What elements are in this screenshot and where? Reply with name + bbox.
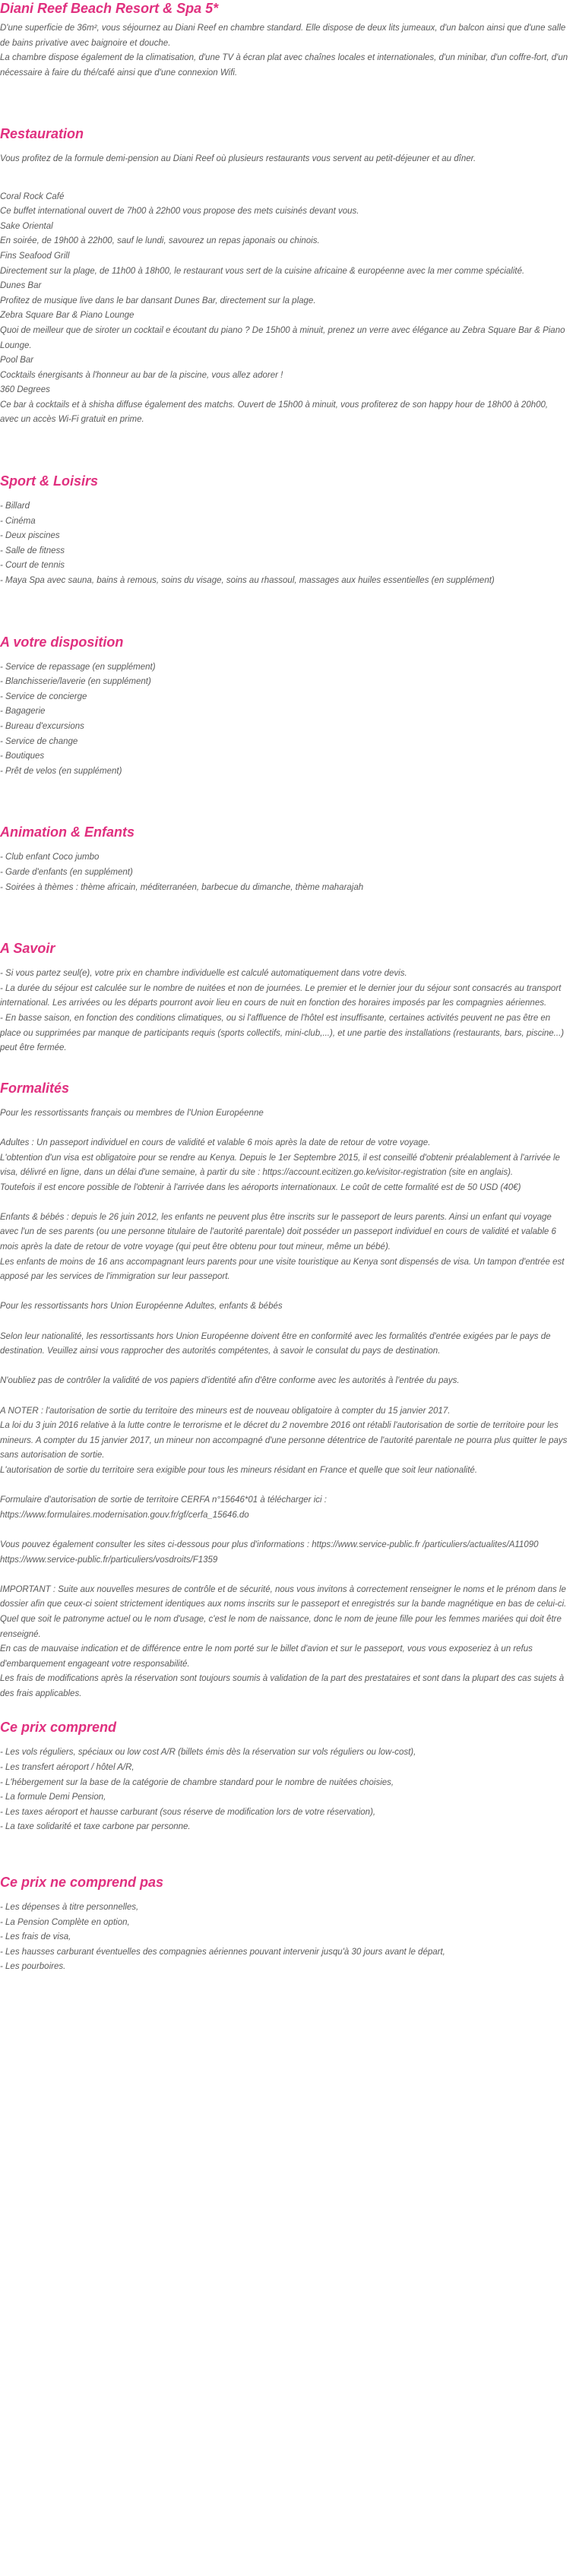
list-item: - L'hébergement sur la base de la catégorie de chambre standard pour le nombre de nuitées choisies, bbox=[0, 1777, 394, 1787]
comprend-list bbox=[0, 1745, 568, 1835]
list-item: - La durée du séjour est calculée sur le nombre de nuitées et non de journées. Le premier et le dernier jour du séjour sont consacrés au transport international. Les arrivées ou les départs pourront avoir lieu en cours de nuit en fonction des horaires imposés par les compagnies aériennes. bbox=[0, 983, 562, 1008]
list-item: - Boutiques bbox=[0, 752, 45, 761]
ne-comprend-list bbox=[0, 1900, 568, 1975]
restauration-line: En soirée, de 19h00 à 22h00, sauf le lundi, savourez un repas japonais ou chinois. bbox=[0, 236, 320, 246]
savoir-list bbox=[0, 967, 568, 1056]
list-item: - Les transfert aéroport / hôtel A/R, bbox=[0, 1763, 135, 1773]
sport-list bbox=[0, 499, 568, 589]
hotel-intro bbox=[0, 21, 568, 81]
formalites-text: N'oubliez pas de contrôler la validité de vos papiers d'identité afin d'être conforme avec les autorités à l'entrée du pays. bbox=[0, 1376, 460, 1386]
list-item: - La taxe solidarité et taxe carbone par personne. bbox=[0, 1822, 191, 1832]
formalites-text: En cas de mauvaise indication et de différence entre le nom porté sur le billet d'avion et sur le passeport, vous vous exposeriez à un refus d'embarquement engageant votre responsabilité. bbox=[0, 1644, 533, 1669]
hotel-intro-line: D'une superficie de 36m², vous séjournez au Diani Reef en chambre standard. Elle dispose de deux lits jumeaux, d'un balcon ainsi que d'une salle de bains privative avec baignoire et douche. bbox=[0, 24, 566, 48]
restauration-line: Directement sur la plage, de 11h00 à 18h00, le restaurant vous sert de la cuisine africaine & européenne avec la mer comme spécialité. bbox=[0, 266, 525, 276]
restauration-line: Fins Seafood Grill bbox=[0, 251, 70, 261]
list-item: - Garde d'enfants (en supplément) bbox=[0, 867, 133, 877]
formalites-title: Formalités bbox=[0, 1080, 70, 1096]
formalites-text: Pour les ressortissants français ou membres de l'Union Européenne bbox=[0, 1108, 264, 1118]
list-item: - Cinéma bbox=[0, 516, 36, 526]
formalites-text: Selon leur nationalité, les ressortissants hors Union Européenne doivent être en conformité avec les formalités d'entrée exigées par le pays de destination. Veuillez ainsi vous rapprocher des autorités compétentes, à savoir le consulat du pays de destination. bbox=[0, 1331, 551, 1356]
list-item: - Soirées à thèmes : thème africain, méditerranéen, barbecue du dimanche, thème maharajah bbox=[0, 882, 364, 892]
restauration-line: Profitez de musique live dans le bar dansant Dunes Bar, directement sur la plage. bbox=[0, 296, 316, 305]
list-item: - La Pension Complète en option, bbox=[0, 1917, 130, 1927]
restauration-line: Quoi de meilleur que de siroter un cocktail e écoutant du piano ? De 15h00 à minuit, prenez un verre avec élégance au Zebra Square Bar & Piano Lounge. bbox=[0, 325, 565, 350]
restauration-line: Dunes Bar bbox=[0, 281, 42, 291]
restauration-line: Cocktails énergisants à l'honneur au bar de la piscine, vous allez adorer ! bbox=[0, 370, 283, 380]
restauration-line: Sake Oriental bbox=[0, 221, 53, 231]
hotel-title: Diani Reef Beach Resort & Spa 5* bbox=[0, 1, 219, 16]
list-item: - Bureau d'excursions bbox=[0, 722, 84, 731]
restauration-lines bbox=[0, 190, 568, 429]
list-item: - Deux piscines bbox=[0, 531, 60, 541]
formalites-text: A NOTER : l'autorisation de sortie du territoire des mineurs est de nouveau obligatoire à compter du 15 janvier 2017. bbox=[0, 1406, 451, 1416]
formalites-section bbox=[0, 1106, 568, 1702]
list-item: - Blanchisserie/laverie (en supplément) bbox=[0, 677, 151, 687]
formalites-text: Vous pouvez également consulter les sites ci-dessous pour plus d'informations : https://www.service-public.fr /particuliers/actualites/A11090 https://www.service-public.fr/particuliers/vosdroits/F1359 bbox=[0, 1540, 539, 1565]
list-item: - Prêt de velos (en supplément) bbox=[0, 766, 122, 776]
restauration-line: Ce bar à cocktails et à shisha diffuse également des matchs. Ouvert de 15h00 à minuit, vous profiterez de son happy hour de 18h00 à 20h00, avec un accès Wi-Fi gratuit en prime. bbox=[0, 400, 549, 425]
restauration-line: Zebra Square Bar & Piano Lounge bbox=[0, 311, 135, 321]
formalites-text: Enfants & bébés : depuis le 26 juin 2012, les enfants ne peuvent plus être inscrits sur le passeport de leurs parents. Ainsi un enfant qui voyage avec l'un de ses parents (ou une personne titulaire de l'autorité parentale) doit posséder un passeport individuel en cours de validité et valable 6 mois après la date de retour de votre voyage (qui peut être obtenu pour tout mineur, même un bébé). bbox=[0, 1212, 556, 1252]
hotel-intro-line: La chambre dispose également de la climatisation, d'une TV à écran plat avec chaînes locales et internationales, d'un minibar, d'un coffre-fort, d'un nécessaire à faire du thé/café ainsi que d'une connexion Wifi. bbox=[0, 53, 568, 78]
list-item: - Billard bbox=[0, 502, 30, 511]
formalites-text: Les enfants de moins de 16 ans accompagnant leurs parents pour une visite touristique au Kenya sont dispensés de visa. Un tampon d'entrée est apposé par les services de l'immigration sur leur passeport. bbox=[0, 1257, 565, 1282]
list-item: - En basse saison, en fonction des conditions climatiques, ou si l'affluence de l'hôtel est insuffisante, certaines activités peuvent ne pas être en place ou supprimées par manque de participants requis (sports collectifs, mini-club,...), et une partie des installations (restaurants, bars, piscine...) peut être fermée. bbox=[0, 1013, 565, 1053]
restauration-line: 360 Degrees bbox=[0, 385, 50, 395]
disposition-list bbox=[0, 660, 568, 780]
formalites-text: L'autorisation de sortie du territoire sera exigible pour tous les mineurs résidant en France et quelle que soit leur nationalité. bbox=[0, 1465, 478, 1475]
restauration-line: Pool Bar bbox=[0, 356, 34, 366]
list-item: - Service de repassage (en supplément) bbox=[0, 662, 156, 672]
disposition-title: A votre disposition bbox=[0, 634, 124, 650]
formalites-text: La loi du 3 juin 2016 relative à la lutte contre le terrorisme et le décret du 2 novembre 2016 ont rétabli l'autorisation de sortie de territoire pour les mineurs. A compter du 15 janvier 2017, un mineur non accompagné d'une personne détentrice de l'autorité parentale ne pourra plus quitter le pays sans autorisation de sortie. bbox=[0, 1421, 568, 1460]
restauration-title: Restauration bbox=[0, 126, 84, 142]
list-item: - Bagagerie bbox=[0, 707, 46, 717]
list-item: - Les dépenses à titre personnelles, bbox=[0, 1903, 139, 1913]
list-item: - Les hausses carburant éventuelles des compagnies aériennes pouvant intervenir jusqu'à 30 jours avant le départ, bbox=[0, 1947, 445, 1957]
animation-list bbox=[0, 850, 568, 895]
list-item: - Service de change bbox=[0, 736, 78, 746]
list-item: - Maya Spa avec sauna, bains à remous, soins du visage, soins au rhassoul, massages aux huiles essentielles (en supplément) bbox=[0, 576, 495, 586]
restauration-line: Coral Rock Café bbox=[0, 191, 65, 201]
ne-comprend-title: Ce prix ne comprend pas bbox=[0, 1875, 164, 1891]
list-item: - Les taxes aéroport et hausse carburant (sous réserve de modification lors de votre réservation), bbox=[0, 1807, 376, 1817]
list-item: - Salle de fitness bbox=[0, 546, 65, 555]
formalites-text: L'obtention d'un visa est obligatoire pour se rendre au Kenya. Depuis le 1er Septembre 2015, il est conseillé d'obtenir préalablement à l'arrivée le visa, délivré en ligne, dans un délai d'une semaine, à partir du site : https://account.ecitizen.go.ke/visitor-registration (site en anglais). bbox=[0, 1153, 560, 1178]
list-item: - La formule Demi Pension, bbox=[0, 1793, 106, 1802]
list-item: - Les frais de visa, bbox=[0, 1932, 71, 1942]
restauration-intro: Vous profitez de la formule demi-pension au Diani Reef où plusieurs restaurants vous servent au petit-déjeuner et au dîner. bbox=[0, 154, 476, 164]
formalites-text: Les frais de modifications après la réservation sont toujours soumis à validation de la part des prestataires et sont dans la plupart des cas sujets à des frais applicables. bbox=[0, 1674, 565, 1698]
list-item: - Court de tennis bbox=[0, 561, 65, 571]
list-item: - Si vous partez seul(e), votre prix en chambre individuelle est calculé automatiquement dans votre devis. bbox=[0, 969, 407, 979]
restauration-section bbox=[0, 152, 568, 428]
restauration-line: Ce buffet international ouvert de 7h00 à 22h00 vous propose des mets cuisinés devant vous. bbox=[0, 207, 359, 217]
list-item: - Service de concierge bbox=[0, 691, 87, 701]
list-item: - Les pourboires. bbox=[0, 1962, 66, 1972]
comprend-title: Ce prix comprend bbox=[0, 1720, 117, 1736]
list-item: - Club enfant Coco jumbo bbox=[0, 853, 100, 862]
formalites-text: Formulaire d'autorisation de sortie de territoire CERFA n°15646*01 à télécharger ici : bbox=[0, 1495, 327, 1505]
formalites-text: Pour les ressortissants hors Union Européenne Adultes, enfants & bébés bbox=[0, 1302, 283, 1312]
formalites-text: Toutefois il est encore possible de l'obtenir à l'arrivée dans les aéroports internationaux. Le coût de cette formalité est de 50 USD (40€) bbox=[0, 1182, 521, 1192]
savoir-title: A Savoir bbox=[0, 941, 55, 957]
list-item: - Les vols réguliers, spéciaux ou low cost A/R (billets émis dès la réservation sur vols réguliers ou low-cost), bbox=[0, 1748, 416, 1758]
formalites-text: https://www.formulaires.modernisation.gouv.fr/gf/cerfa_15646.do bbox=[0, 1510, 249, 1520]
sport-title: Sport & Loisirs bbox=[0, 473, 99, 489]
animation-title: Animation & Enfants bbox=[0, 824, 135, 840]
formalites-text: Adultes : Un passeport individuel en cours de validité et valable 6 mois après la date de retour de votre voyage. bbox=[0, 1138, 431, 1147]
formalites-text: IMPORTANT : Suite aux nouvelles mesures de contrôle et de sécurité, nous vous invitons à correctement renseigner le noms et le prénom dans le dossier afin que ceux-ci soient strictement identiques aux noms inscrits sur le passeport et enregistrés sur la bande magnétique en bas de celui-ci. Quel que soit le patronyme actuel ou le nom d'usage, c'est le nom de naissance, donc le nom de jeune fille pour les femmes mariées qui doit être renseigné. bbox=[0, 1584, 567, 1639]
